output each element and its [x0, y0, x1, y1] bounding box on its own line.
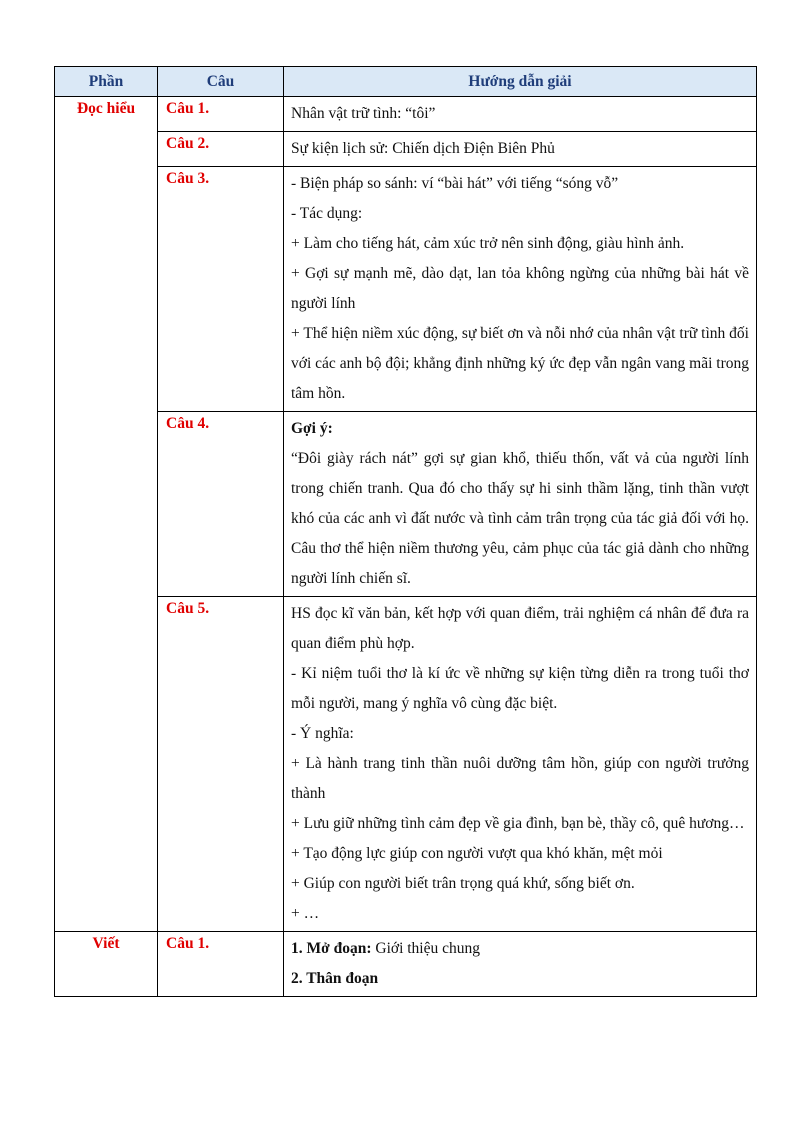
question-label: Câu 2. — [158, 132, 284, 167]
answer-line: + Là hành trang tinh thần nuôi dưỡng tâm hồn, giúp con người trưởng thành — [291, 755, 749, 802]
answer-line: + Lưu giữ những tình cảm đẹp về gia đình, bạn bè, thầy cô, quê hương… — [291, 815, 745, 832]
answer-table — [54, 66, 757, 997]
answer-line: + Gợi sự mạnh mẽ, dào dạt, lan tỏa không ngừng của những bài hát về người lính — [291, 265, 749, 312]
item-text: Giới thiệu chung — [371, 940, 480, 957]
answer-heading: Gợi ý: — [291, 420, 333, 437]
answer-cell — [284, 132, 757, 167]
header-huong-dan: Hướng dẫn giải — [284, 67, 757, 97]
header-row — [55, 67, 757, 97]
header-phan: Phần — [55, 67, 158, 97]
answer-cell — [284, 97, 757, 132]
row-doc-hieu-q4 — [55, 412, 757, 597]
question-label: Câu 5. — [158, 597, 284, 932]
question-label: Câu 4. — [158, 412, 284, 597]
header-cau: Câu — [158, 67, 284, 97]
row-viet-q1 — [55, 932, 757, 997]
answer-line — [291, 934, 749, 964]
part-viet: Viết — [55, 932, 158, 997]
answer-line: + Làm cho tiếng hát, cảm xúc trở nên sinh động, giàu hình ảnh. — [291, 235, 685, 252]
answer-key-page — [54, 66, 756, 997]
answer-line: Nhân vật trữ tình: “tôi” — [291, 105, 436, 122]
answer-line: “Đôi giày rách nát” gợi sự gian khổ, thiếu thốn, vất vả của người lính trong chiến tranh. Qua đó cho thấy sự hi sinh thầm lặng, tinh thần vượt khó của các anh vì đất nước và tình cảm trân trọng của tác giả đối với họ. Câu thơ thể hiện niềm thương yêu, cảm phục của tác giả dành cho những người lính chiến sĩ. — [291, 450, 749, 587]
answer-cell — [284, 597, 757, 932]
answer-cell — [284, 932, 757, 997]
answer-line: HS đọc kĩ văn bản, kết hợp với quan điểm, trải nghiệm cá nhân để đưa ra quan điểm phù hợp. — [291, 605, 749, 652]
answer-cell — [284, 167, 757, 412]
row-doc-hieu-q1 — [55, 97, 757, 132]
question-label: Câu 1. — [158, 97, 284, 132]
row-doc-hieu-q2 — [55, 132, 757, 167]
question-label: Câu 3. — [158, 167, 284, 412]
answer-line: + … — [291, 905, 320, 922]
answer-line: + Thể hiện niềm xúc động, sự biết ơn và nỗi nhớ của nhân vật trữ tình đối với các anh bộ đội; khẳng định những ký ức đẹp vẫn ngân vang mãi trong tâm hồn. — [291, 325, 749, 402]
answer-line: - Biện pháp so sánh: ví “bài hát” với tiếng “sóng vỗ” — [291, 175, 619, 192]
row-doc-hieu-q5 — [55, 597, 757, 932]
answer-line: - Kỉ niệm tuổi thơ là kí ức về những sự kiện từng diễn ra trong tuổi thơ mỗi người, mang ý nghĩa vô cùng đặc biệt. — [291, 665, 749, 712]
answer-line: - Tác dụng: — [291, 205, 363, 222]
item-heading: 1. Mở đoạn: — [291, 940, 372, 957]
answer-line: + Tạo động lực giúp con người vượt qua khó khăn, mệt mỏi — [291, 845, 663, 862]
answer-line: - Ý nghĩa: — [291, 725, 354, 742]
answer-line: + Giúp con người biết trân trọng quá khứ, sống biết ơn. — [291, 875, 635, 892]
row-doc-hieu-q3 — [55, 167, 757, 412]
answer-line: Sự kiện lịch sử: Chiến dịch Điện Biên Phủ — [291, 140, 555, 157]
part-doc-hieu: Đọc hiểu — [55, 97, 158, 932]
question-label: Câu 1. — [158, 932, 284, 997]
answer-cell — [284, 412, 757, 597]
item-heading: 2. Thân đoạn — [291, 970, 379, 987]
